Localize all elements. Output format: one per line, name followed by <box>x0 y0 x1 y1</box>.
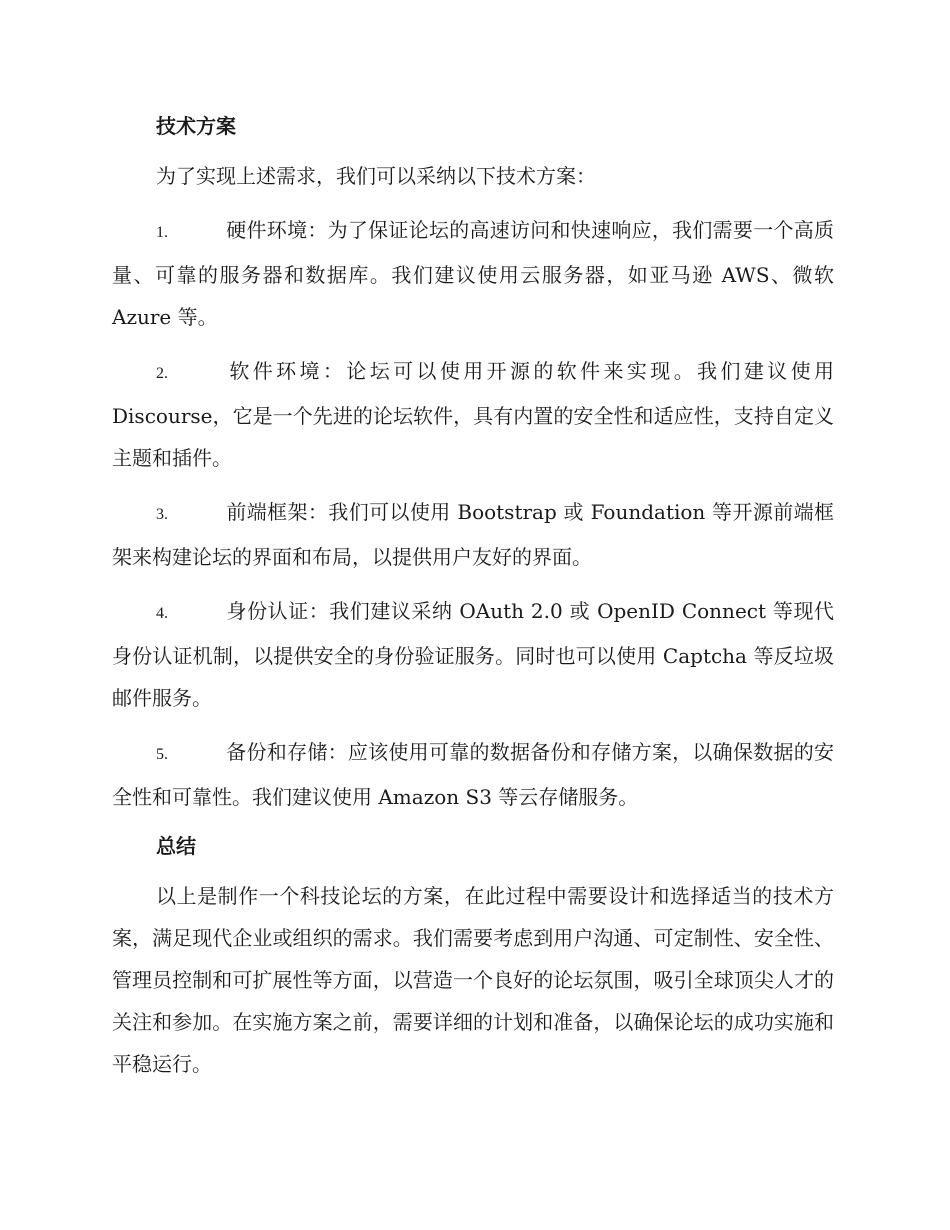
list-item <box>112 731 834 818</box>
list-item <box>112 209 834 338</box>
list-item-number: 1. <box>156 224 168 241</box>
intro-paragraph: 为了实现上述需求，我们可以采纳以下技术方案： <box>156 164 596 188</box>
document-page <box>112 110 834 1097</box>
list-item-text: 前端框架：我们可以使用 Bootstrap 或 Foundation 等开源前端框架来构建论坛的界面和布局，以提供用户友好的界面。 <box>112 500 834 569</box>
list-item <box>112 590 834 719</box>
list-item-number: 2. <box>156 365 168 382</box>
list-item-text: 身份认证：我们建议采纳 OAuth 2.0 或 OpenID Connect 等现代身份认证机制，以提供安全的身份验证服务。同时也可以使用 Captcha 等反垃圾邮件服务。 <box>112 599 834 710</box>
list-item-text: 备份和存储：应该使用可靠的数据备份和存储方案，以确保数据的安全性和可靠性。我们建议使用 Amazon S3 等云存储服务。 <box>112 740 834 809</box>
list-item <box>112 491 834 578</box>
summary-paragraph: 以上是制作一个科技论坛的方案，在此过程中需要设计和选择适当的技术方案，满足现代企业或组织的需求。我们需要考虑到用户沟通、可定制性、安全性、管理员控制和可扩展性等方面，以营造一个良好的论坛氛围，吸引全球顶尖人才的关注和参加。在实施方案之前，需要详细的计划和准备，以确保论坛的成功实施和平稳运行。 <box>112 884 834 1076</box>
list-item-number: 3. <box>156 506 168 523</box>
section-heading-tech-plan: 技术方案 <box>156 114 236 138</box>
list-item-number: 5. <box>156 746 168 763</box>
section-heading-summary: 总结 <box>156 834 196 858</box>
list-item <box>112 350 834 479</box>
list-item-text: 硬件环境：为了保证论坛的高速访问和快速响应，我们需要一个高质量、可靠的服务器和数据库。我们建议使用云服务器，如亚马逊 AWS、微软 Azure 等。 <box>112 218 834 329</box>
list-item-text: 软件环境：论坛可以使用开源的软件来实现。我们建议使用 Discourse，它是一个先进的论坛软件，具有内置的安全性和适应性，支持自定义主题和插件。 <box>112 359 834 470</box>
list-item-number: 4. <box>156 605 168 622</box>
